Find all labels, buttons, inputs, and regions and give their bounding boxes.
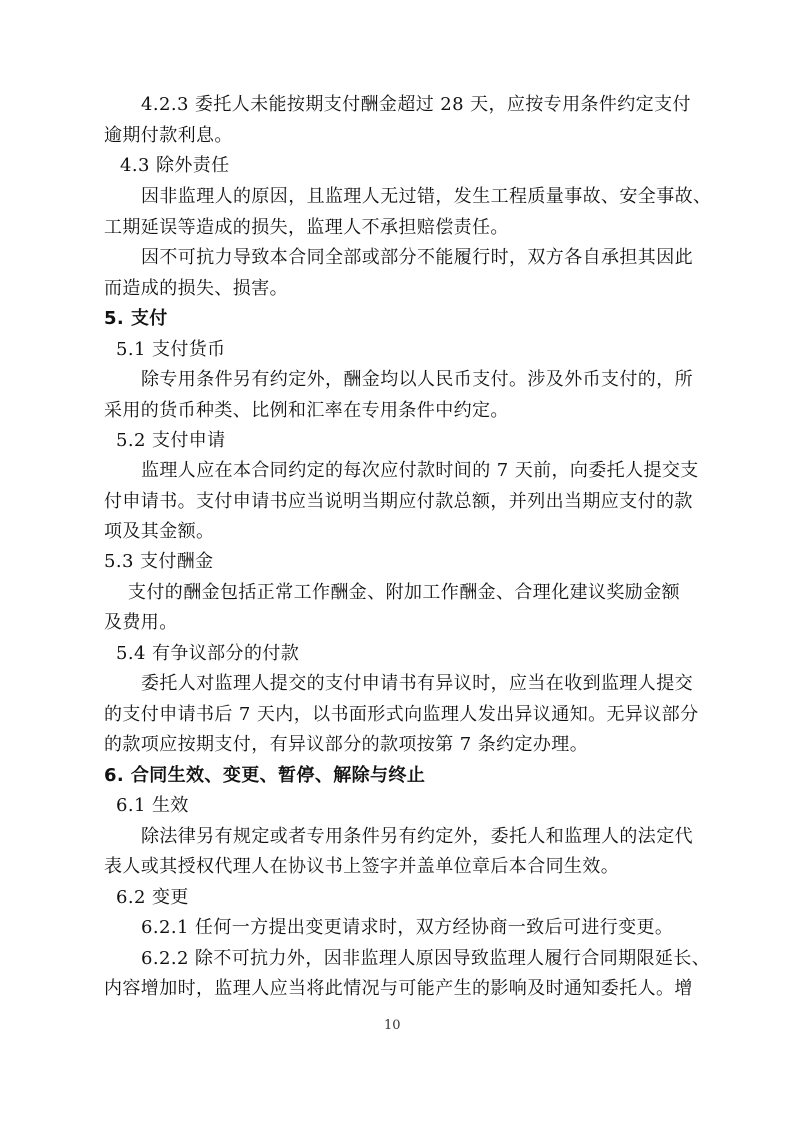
para-4-3-line3: 因不可抗力导致本合同全部或部分不能履行时，双方各自承担其因此: [141, 247, 693, 268]
para-6-2-1-line1: 6.2.1 任何一方提出变更请求时，双方经协商一致后可进行变更。: [141, 917, 674, 938]
section-6-heading: 6. 合同生效、变更、暂停、解除与终止: [104, 765, 426, 786]
para-5-1-line1: 除专用条件另有约定外，酬金均以人民币支付。涉及外币支付的，所: [141, 369, 693, 390]
para-6-1-line2: 表人或其授权代理人在协议书上签字并盖单位章后本合同生效。: [104, 856, 620, 877]
section-6-2-heading: 6.2 变更: [116, 887, 189, 908]
para-6-2-2-line2: 内容增加时，监理人应当将此情况与可能产生的影响及时通知委托人。增: [104, 978, 693, 999]
section-5-heading: 5. 支付: [104, 308, 168, 329]
section-6-1-heading: 6.1 生效: [116, 795, 189, 816]
section-5-1-heading: 5.1 支付货币: [116, 339, 226, 360]
para-4-3-line1: 因非监理人的原因，且监理人无过错，发生工程质量事故、安全事故、: [141, 186, 712, 207]
section-5-3-heading: 5.3 支付酬金: [104, 551, 214, 572]
para-6-2-2-line1: 6.2.2 除不可抗力外，因非监理人原因导致监理人履行合同期限延长、: [141, 948, 711, 969]
para-4-3-line4: 而造成的损失、损害。: [104, 278, 288, 299]
para-5-4-line1: 委托人对监理人提交的支付申请书有异议时，应当在收到监理人提交: [141, 673, 693, 694]
para-4-2-3-line1: 4.2.3 委托人未能按期支付酬金超过 28 天，应按专用条件约定支付: [141, 94, 691, 115]
para-5-4-line2: 的支付申请书后 7 天内，以书面形式向监理人发出异议通知。无异议部分: [104, 704, 699, 725]
section-5-2-heading: 5.2 支付申请: [116, 430, 226, 451]
para-6-1-line1: 除法律另有规定或者专用条件另有约定外，委托人和监理人的法定代: [141, 826, 693, 847]
para-5-1-line2: 采用的货币种类、比例和汇率在专用条件中约定。: [104, 400, 509, 421]
section-5-4-heading: 5.4 有争议部分的付款: [116, 643, 300, 664]
page-number: 10: [384, 1018, 401, 1033]
para-5-2-line2: 付申请书。支付申请书应当说明当期应付款总额，并列出当期应支付的款: [104, 491, 693, 512]
para-4-3-line2: 工期延误等造成的损失，监理人不承担赔偿责任。: [104, 217, 509, 238]
para-4-2-3-line2: 逾期付款利息。: [104, 125, 233, 146]
para-5-4-line3: 的款项应按期支付，有异议部分的款项按第 7 条约定办理。: [104, 734, 589, 755]
para-5-2-line1: 监理人应在本合同约定的每次应付款时间的 7 天前，向委托人提交支: [141, 460, 699, 481]
section-4-3-heading: 4.3 除外责任: [120, 155, 230, 176]
para-5-2-line3: 项及其金额。: [104, 521, 215, 542]
para-5-3-line2: 及费用。: [104, 612, 178, 633]
para-5-3-line1: 支付的酬金包括正常工作酬金、附加工作酬金、合理化建议奖励金额: [128, 582, 680, 603]
